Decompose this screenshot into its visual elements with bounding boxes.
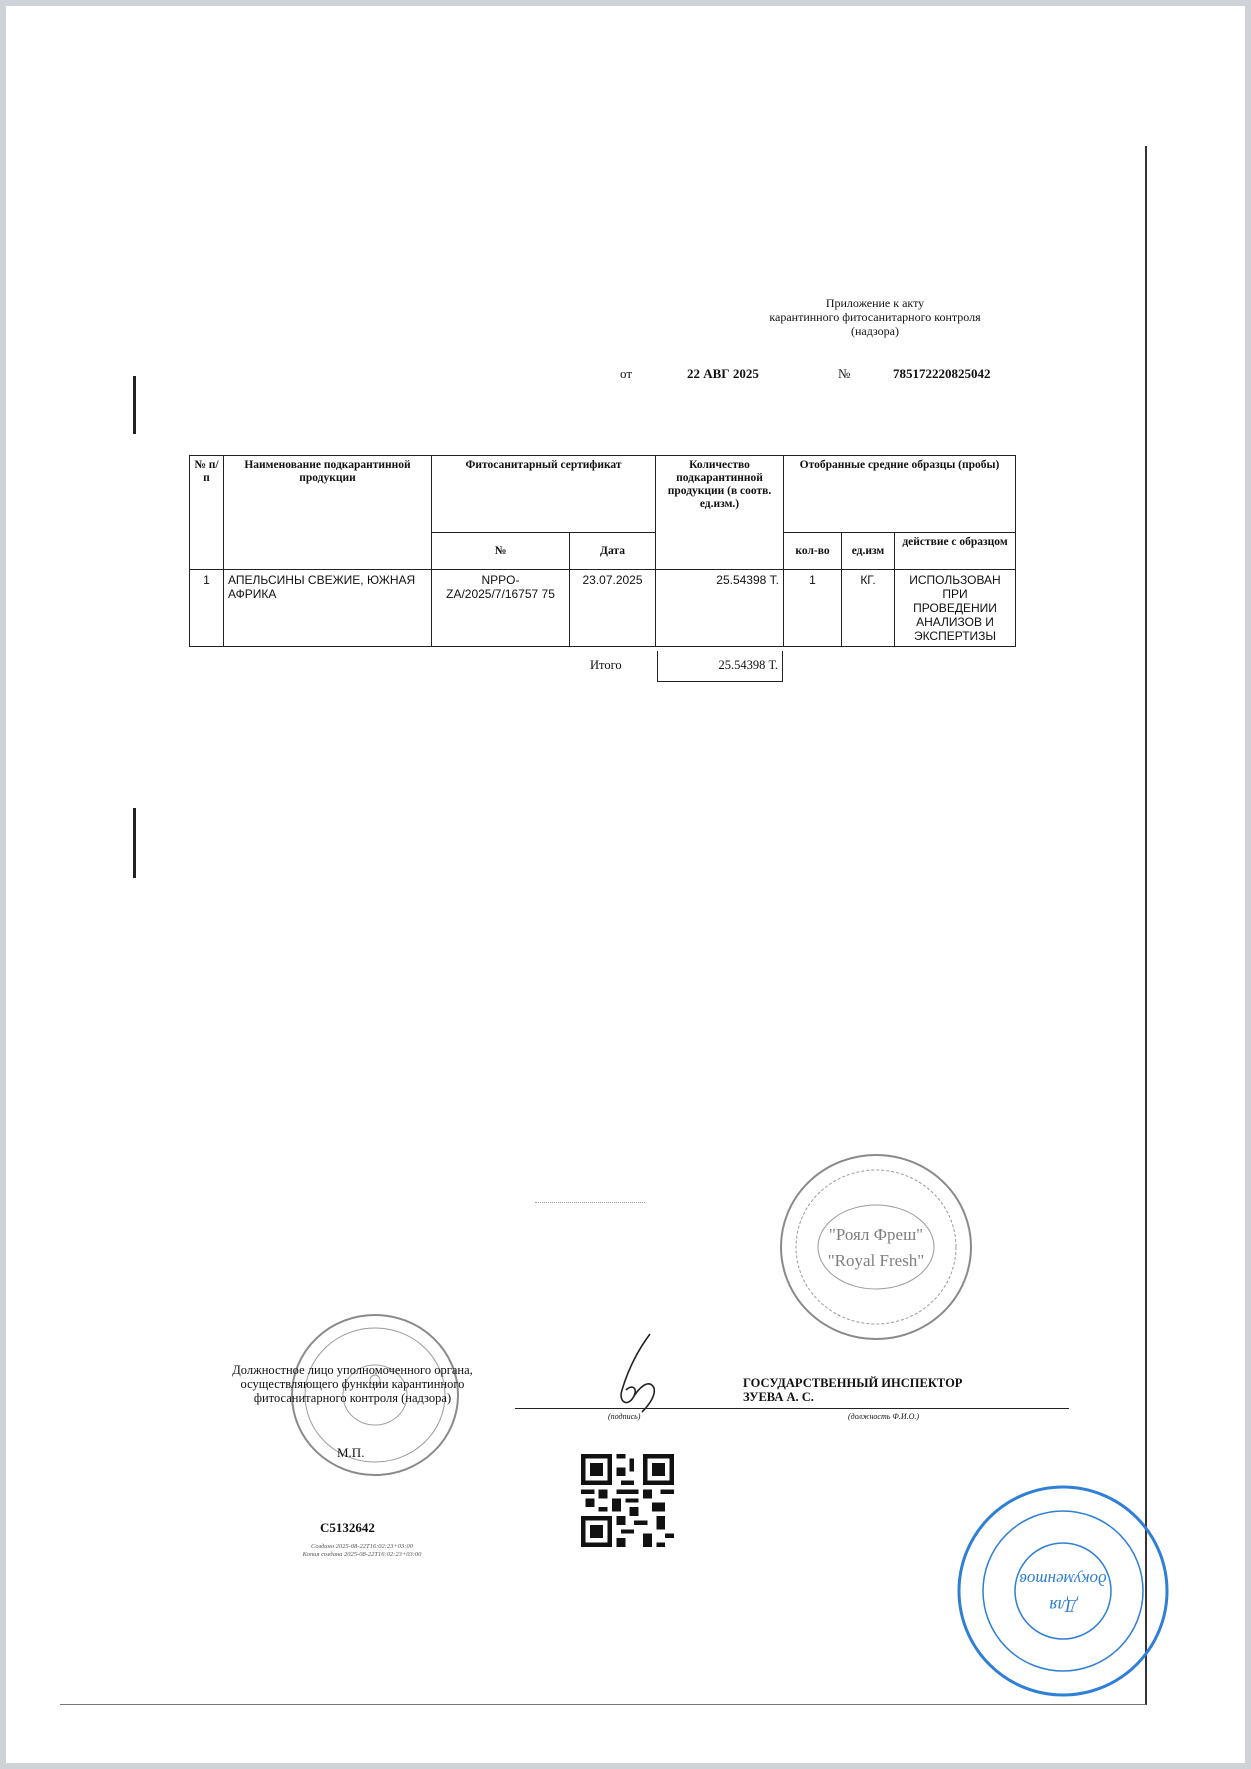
inspector-name: ЗУЕВА А. С. xyxy=(743,1390,814,1404)
cell-sample-count: 1 xyxy=(784,570,842,647)
tiny-print-line-2: Копия создана 2025-08-22Т16:02:23+03:00 xyxy=(302,1551,422,1558)
annex-line-3: (надзора) xyxy=(851,324,899,338)
total-value: 25.54398 Т. xyxy=(657,651,783,682)
inspector-block xyxy=(743,1376,962,1404)
signature-line xyxy=(515,1408,1069,1409)
annex-line-1: Приложение к акту xyxy=(825,296,925,310)
cell-num: 1 xyxy=(190,570,224,647)
table-header-row xyxy=(190,456,1016,533)
header-sample-action: действие с образцом xyxy=(895,533,1016,570)
act-from-label: от xyxy=(620,366,633,381)
stamp-place-label: М.П. xyxy=(337,1445,365,1460)
company-stamp xyxy=(776,1150,976,1345)
position-caption: (должность Ф.И.О.) xyxy=(848,1412,920,1421)
official-position-text: Должностное лицо уполномоченного органа, осуществляющего функции карантинного фитосанитарного контроля (надзора) xyxy=(232,1363,473,1405)
blue-company-stamp xyxy=(952,1480,1174,1702)
cell-sample-unit: КГ. xyxy=(842,570,895,647)
table-row xyxy=(190,570,1016,647)
header-samples: Отобранные средние образцы (пробы) xyxy=(784,456,1016,533)
blank-number: C5132642 xyxy=(320,1520,375,1535)
header-num: № п/п xyxy=(190,456,224,570)
cell-sample-action: ИСПОЛЬЗОВАН ПРИ ПРОВЕДЕНИИ АНАЛИЗОВ И ЭКСПЕРТИЗЫ xyxy=(895,570,1016,647)
company-stamp-text-1: "Роял Фреш" xyxy=(828,1225,924,1244)
products-table xyxy=(189,455,1016,647)
annex-header xyxy=(690,296,1060,338)
cell-name: АПЕЛЬСИНЫ СВЕЖИЕ, ЮЖНАЯ АФРИКА xyxy=(224,570,432,647)
tiny-print xyxy=(276,1543,448,1559)
blue-stamp-text-2: документов xyxy=(1019,1570,1107,1589)
act-number-label: № xyxy=(838,366,851,381)
edge-mark xyxy=(133,376,136,434)
signature-caption: (подпись) xyxy=(608,1412,641,1421)
act-number: 785172220825042 xyxy=(893,366,991,381)
header-cert-date: Дата xyxy=(570,533,656,570)
header-quantity: Количество подкарантинной продукции (в соотв. ед.изм.) xyxy=(656,456,784,570)
cell-quantity: 25.54398 Т. xyxy=(656,570,784,647)
edge-mark xyxy=(133,808,136,878)
qr-code xyxy=(581,1454,674,1547)
header-cert-no: № xyxy=(432,533,570,570)
header-sample-count: кол-во xyxy=(784,533,842,570)
inspector-title: ГОСУДАРСТВЕННЫЙ ИНСПЕКТОР xyxy=(743,1376,963,1390)
header-name: Наименование подкарантинной продукции xyxy=(224,456,432,570)
cell-cert-date: 23.07.2025 xyxy=(570,570,656,647)
cell-cert-no: NPPO-ZA/2025/7/16757 75 xyxy=(432,570,570,647)
total-label: Итого xyxy=(590,658,622,672)
act-date: 22 АВГ 2025 xyxy=(687,366,759,381)
faint-line xyxy=(535,1202,645,1203)
company-stamp-text-2: "Royal Fresh" xyxy=(827,1251,925,1270)
tiny-print-line-1: Создано 2025-08-22Т16:02:23+03:00 xyxy=(311,1543,413,1550)
header-sample-unit: ед.изм xyxy=(842,533,895,570)
blue-stamp-text-1: Для xyxy=(1049,1596,1077,1616)
annex-line-2: карантинного фитосанитарного контроля xyxy=(769,310,981,324)
inspector-signature xyxy=(598,1330,678,1415)
header-certificate: Фитосанитарный сертификат xyxy=(432,456,656,533)
